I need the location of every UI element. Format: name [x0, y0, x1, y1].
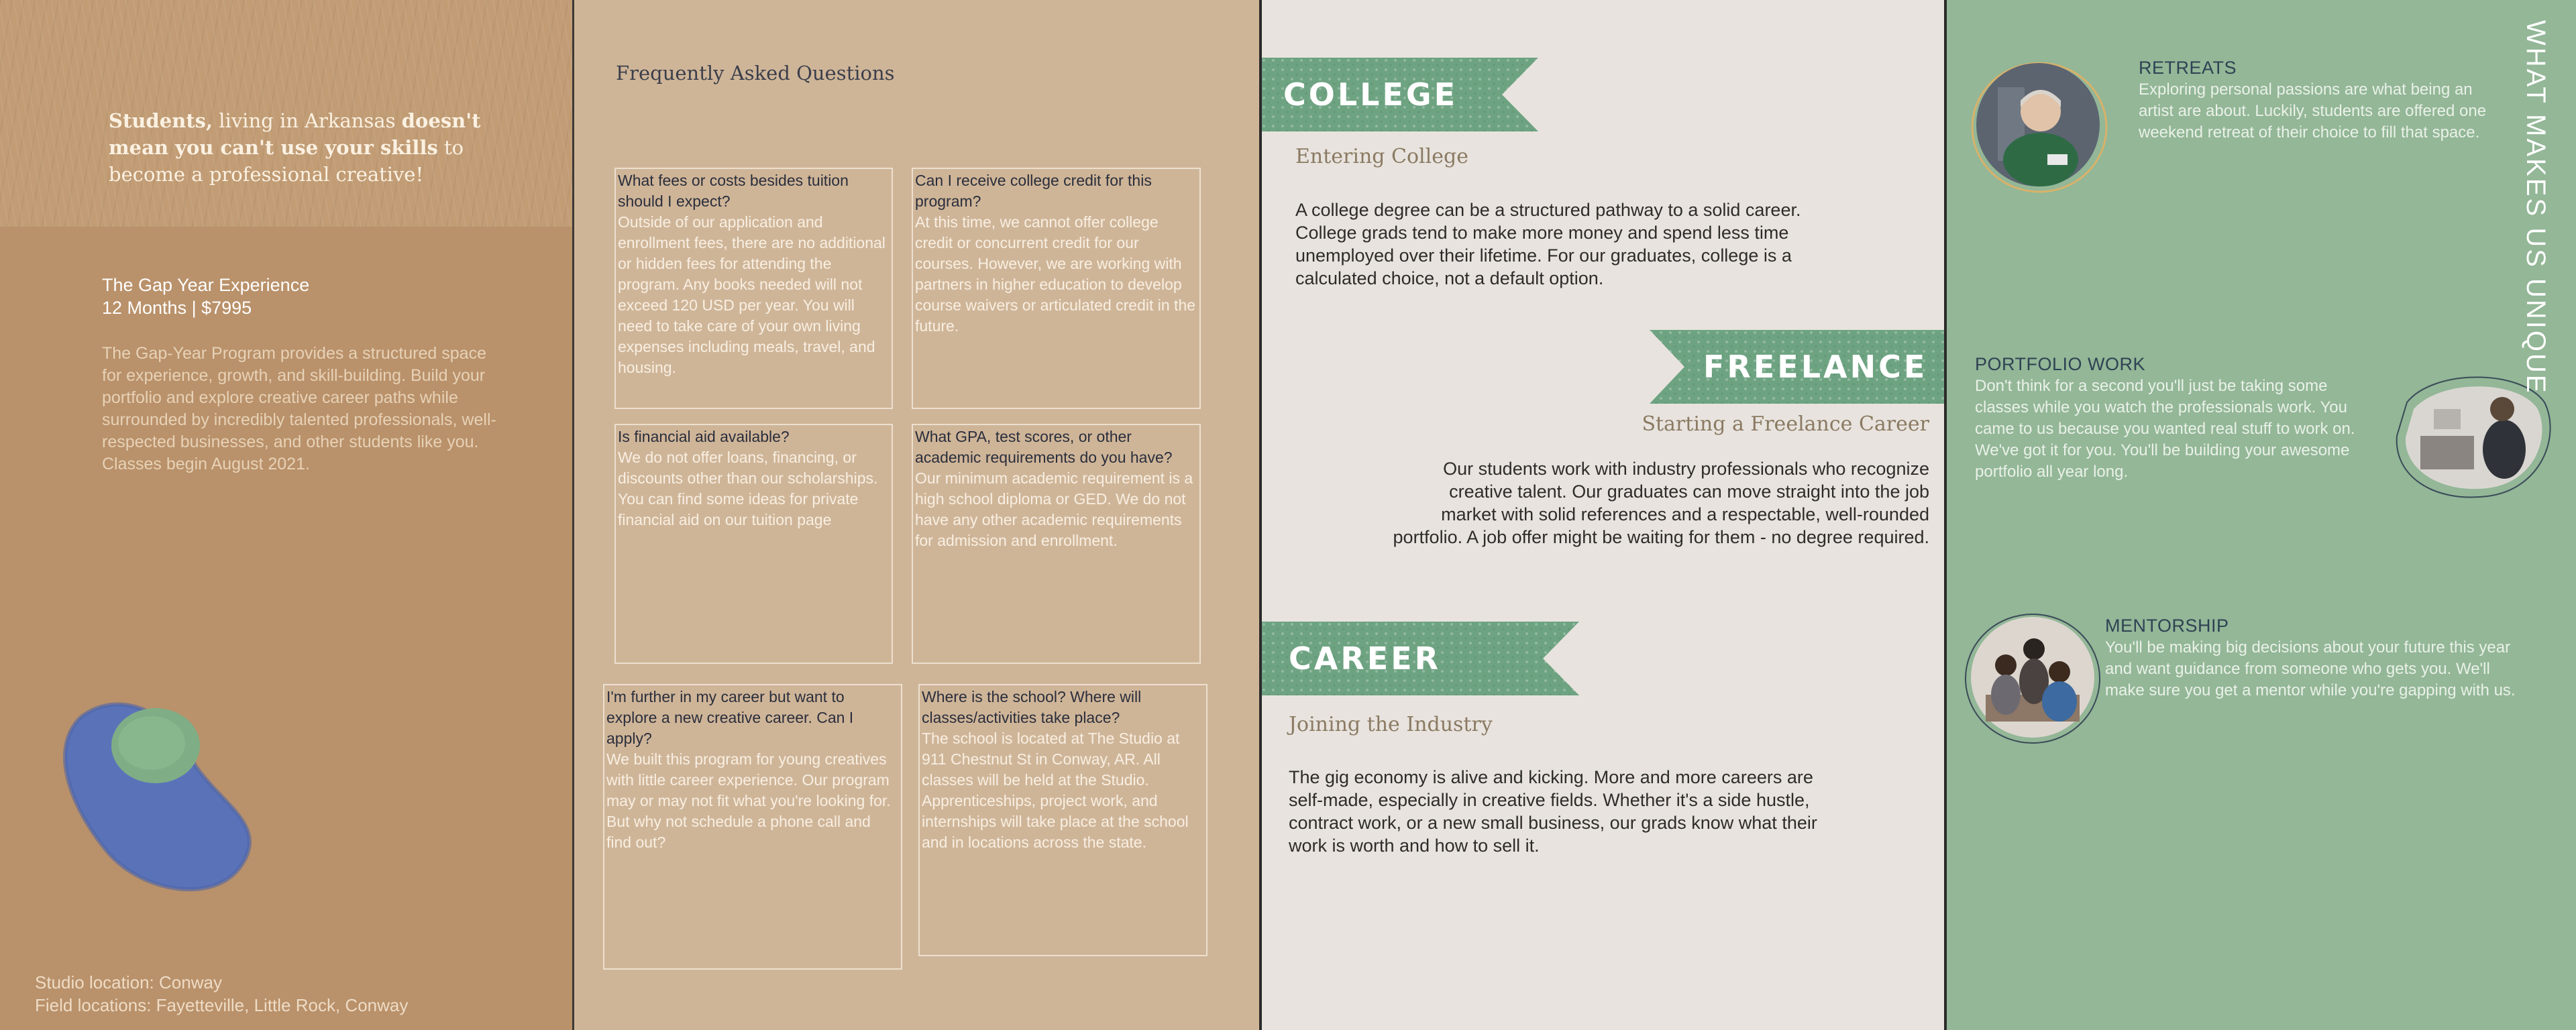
college-subtitle: Entering College — [1295, 145, 1468, 168]
faq-item-fees — [614, 168, 893, 409]
faq-item-career-change — [603, 684, 902, 970]
faq-question: Is financial aid available? — [618, 428, 790, 445]
faq-answer: Outside of our application and enrollment fees, there are no additional or hidden fees for attending the program. Any books needed will not exceed 120 USD per year. You will need to take care of your own living expenses including meals, travel, and housing. — [618, 213, 885, 376]
faq-question: Where is the school? Where will classes/activities take place? — [922, 688, 1142, 726]
faq-answer: We built this program for young creatives with little career experience. Our program may or may not fit what you're looking for. But why not schedule a phone call and find out? — [606, 750, 891, 851]
mentorship-title: MENTORSHIP — [2105, 616, 2229, 636]
faq-item-college-credit — [912, 168, 1201, 409]
faq-item-financial-aid — [614, 424, 893, 664]
faq-answer: We do not offer loans, financing, or discounts other than our scholarships. You can find some ideas for private financial aid on our tuition page — [618, 449, 878, 528]
gap-year-description: The Gap-Year Program provides a structured space for experience, growth, and skill-building. Build your portfolio and explore creative career paths while surrounded by incredibly talented professionals, well-respected businesses, and other students like you. Classes begin August 2021. — [102, 344, 496, 473]
career-body: The gig economy is alive and kicking. More and more careers are self-made, especially in creative fields. Whether it's a side hustle, contract work, or a new small business, our grads know what their work is worth and how to sell it. — [1289, 767, 1817, 856]
panel-unique — [1947, 0, 2576, 1030]
locations-block — [35, 971, 408, 1017]
freelance-label: FREELANCE — [1703, 349, 1928, 385]
college-ribbon — [1262, 58, 1538, 131]
panel-pathways — [1259, 0, 1947, 1030]
faq-item-location — [918, 684, 1208, 956]
career-ribbon — [1262, 622, 1579, 695]
portfolio-body: Don't think for a second you'll just be taking some classes while you watch the professionals work. You came to us because you wanted real stuff to work on. We've got it for you. You'll be building your awesome portfolio all year long. — [1975, 377, 2355, 481]
retreats-body: Exploring personal passions are what being an artist are about. Luckily, students are offered one weekend retreat of their choice to fill that space. — [2139, 80, 2487, 141]
vertical-title-container — [2517, 20, 2557, 395]
mentorship-body: You'll be making big decisions about your future this year and want guidance from someone who gets you. We'll make sure you get a mentor while you're gapping with us. — [2105, 638, 2516, 699]
college-label: COLLEGE — [1283, 76, 1458, 113]
career-label: CAREER — [1289, 640, 1442, 677]
portfolio-title: PORTFOLIO WORK — [1975, 354, 2146, 374]
intro-mid: living in Arkansas — [213, 109, 402, 132]
faq-question: Can I receive college credit for this program? — [915, 172, 1152, 210]
college-body: A college degree can be a structured pathway to a solid career. College grads tend to make more money and spend less time unemployed over their lifetime. For our graduates, college is a calculated choice, not a default option. — [1295, 200, 1801, 288]
intro-statement — [109, 107, 484, 188]
panel-gap-year — [0, 0, 572, 1030]
faq-title: Frequently Asked Questions — [616, 62, 895, 84]
faq-question: I'm further in my career but want to explore a new creative career. Can I apply? — [606, 688, 854, 747]
mentorship-photo — [1959, 608, 2106, 748]
freelance-ribbon — [1650, 330, 1947, 404]
studio-location: Studio location: Conway — [35, 972, 222, 992]
gap-year-heading — [102, 274, 309, 319]
intro-lead: Students, — [109, 109, 213, 132]
intro-bold: doesn't mean you can't use your skills — [109, 109, 481, 159]
panel-faq — [572, 0, 1259, 1030]
career-subtitle: Joining the Industry — [1289, 713, 1493, 736]
gap-year-title: The Gap Year Experience — [102, 275, 310, 295]
faq-question: What GPA, test scores, or other academic requirements do you have? — [915, 428, 1173, 466]
faq-answer: At this time, we cannot offer college credit or concurrent credit for our courses. However, we are working with partners in higher education to develop course waivers or articulated credit in the future. — [915, 213, 1196, 335]
vertical-title: WHAT MAKES US UNIQUE — [2521, 20, 2551, 395]
faq-answer: The school is located at The Studio at 911 Chestnut St in Conway, AR. All classes will be held at the Studio. Apprenticeships, project work, and internships will take place at the school and in locations across the state. — [922, 730, 1189, 851]
faq-question: What fees or costs besides tuition should I expect? — [618, 172, 849, 210]
field-locations: Field locations: Fayetteville, Little Rock, Conway — [35, 995, 409, 1015]
gap-year-price: 12 Months | $7995 — [102, 298, 252, 318]
decorative-blob-illustration — [54, 691, 262, 899]
faq-item-academic-requirements — [912, 424, 1201, 664]
intro-tail: to become a professional creative! — [109, 136, 464, 186]
retreats-title: RETREATS — [2139, 58, 2237, 78]
retreats-photo — [1968, 60, 2112, 194]
freelance-subtitle: Starting a Freelance Career — [1642, 412, 1929, 436]
faq-answer: Our minimum academic requirement is a high school diploma or GED. We do not have any other academic requirements for admission and enrollment. — [915, 469, 1193, 549]
freelance-body: Our students work with industry professionals who recognize creative talent. Our graduates can move straight into the job market with solid references and a respectable, well-rounded portfolio. A job offer might be waiting for them - no degree required. — [1393, 459, 1929, 547]
